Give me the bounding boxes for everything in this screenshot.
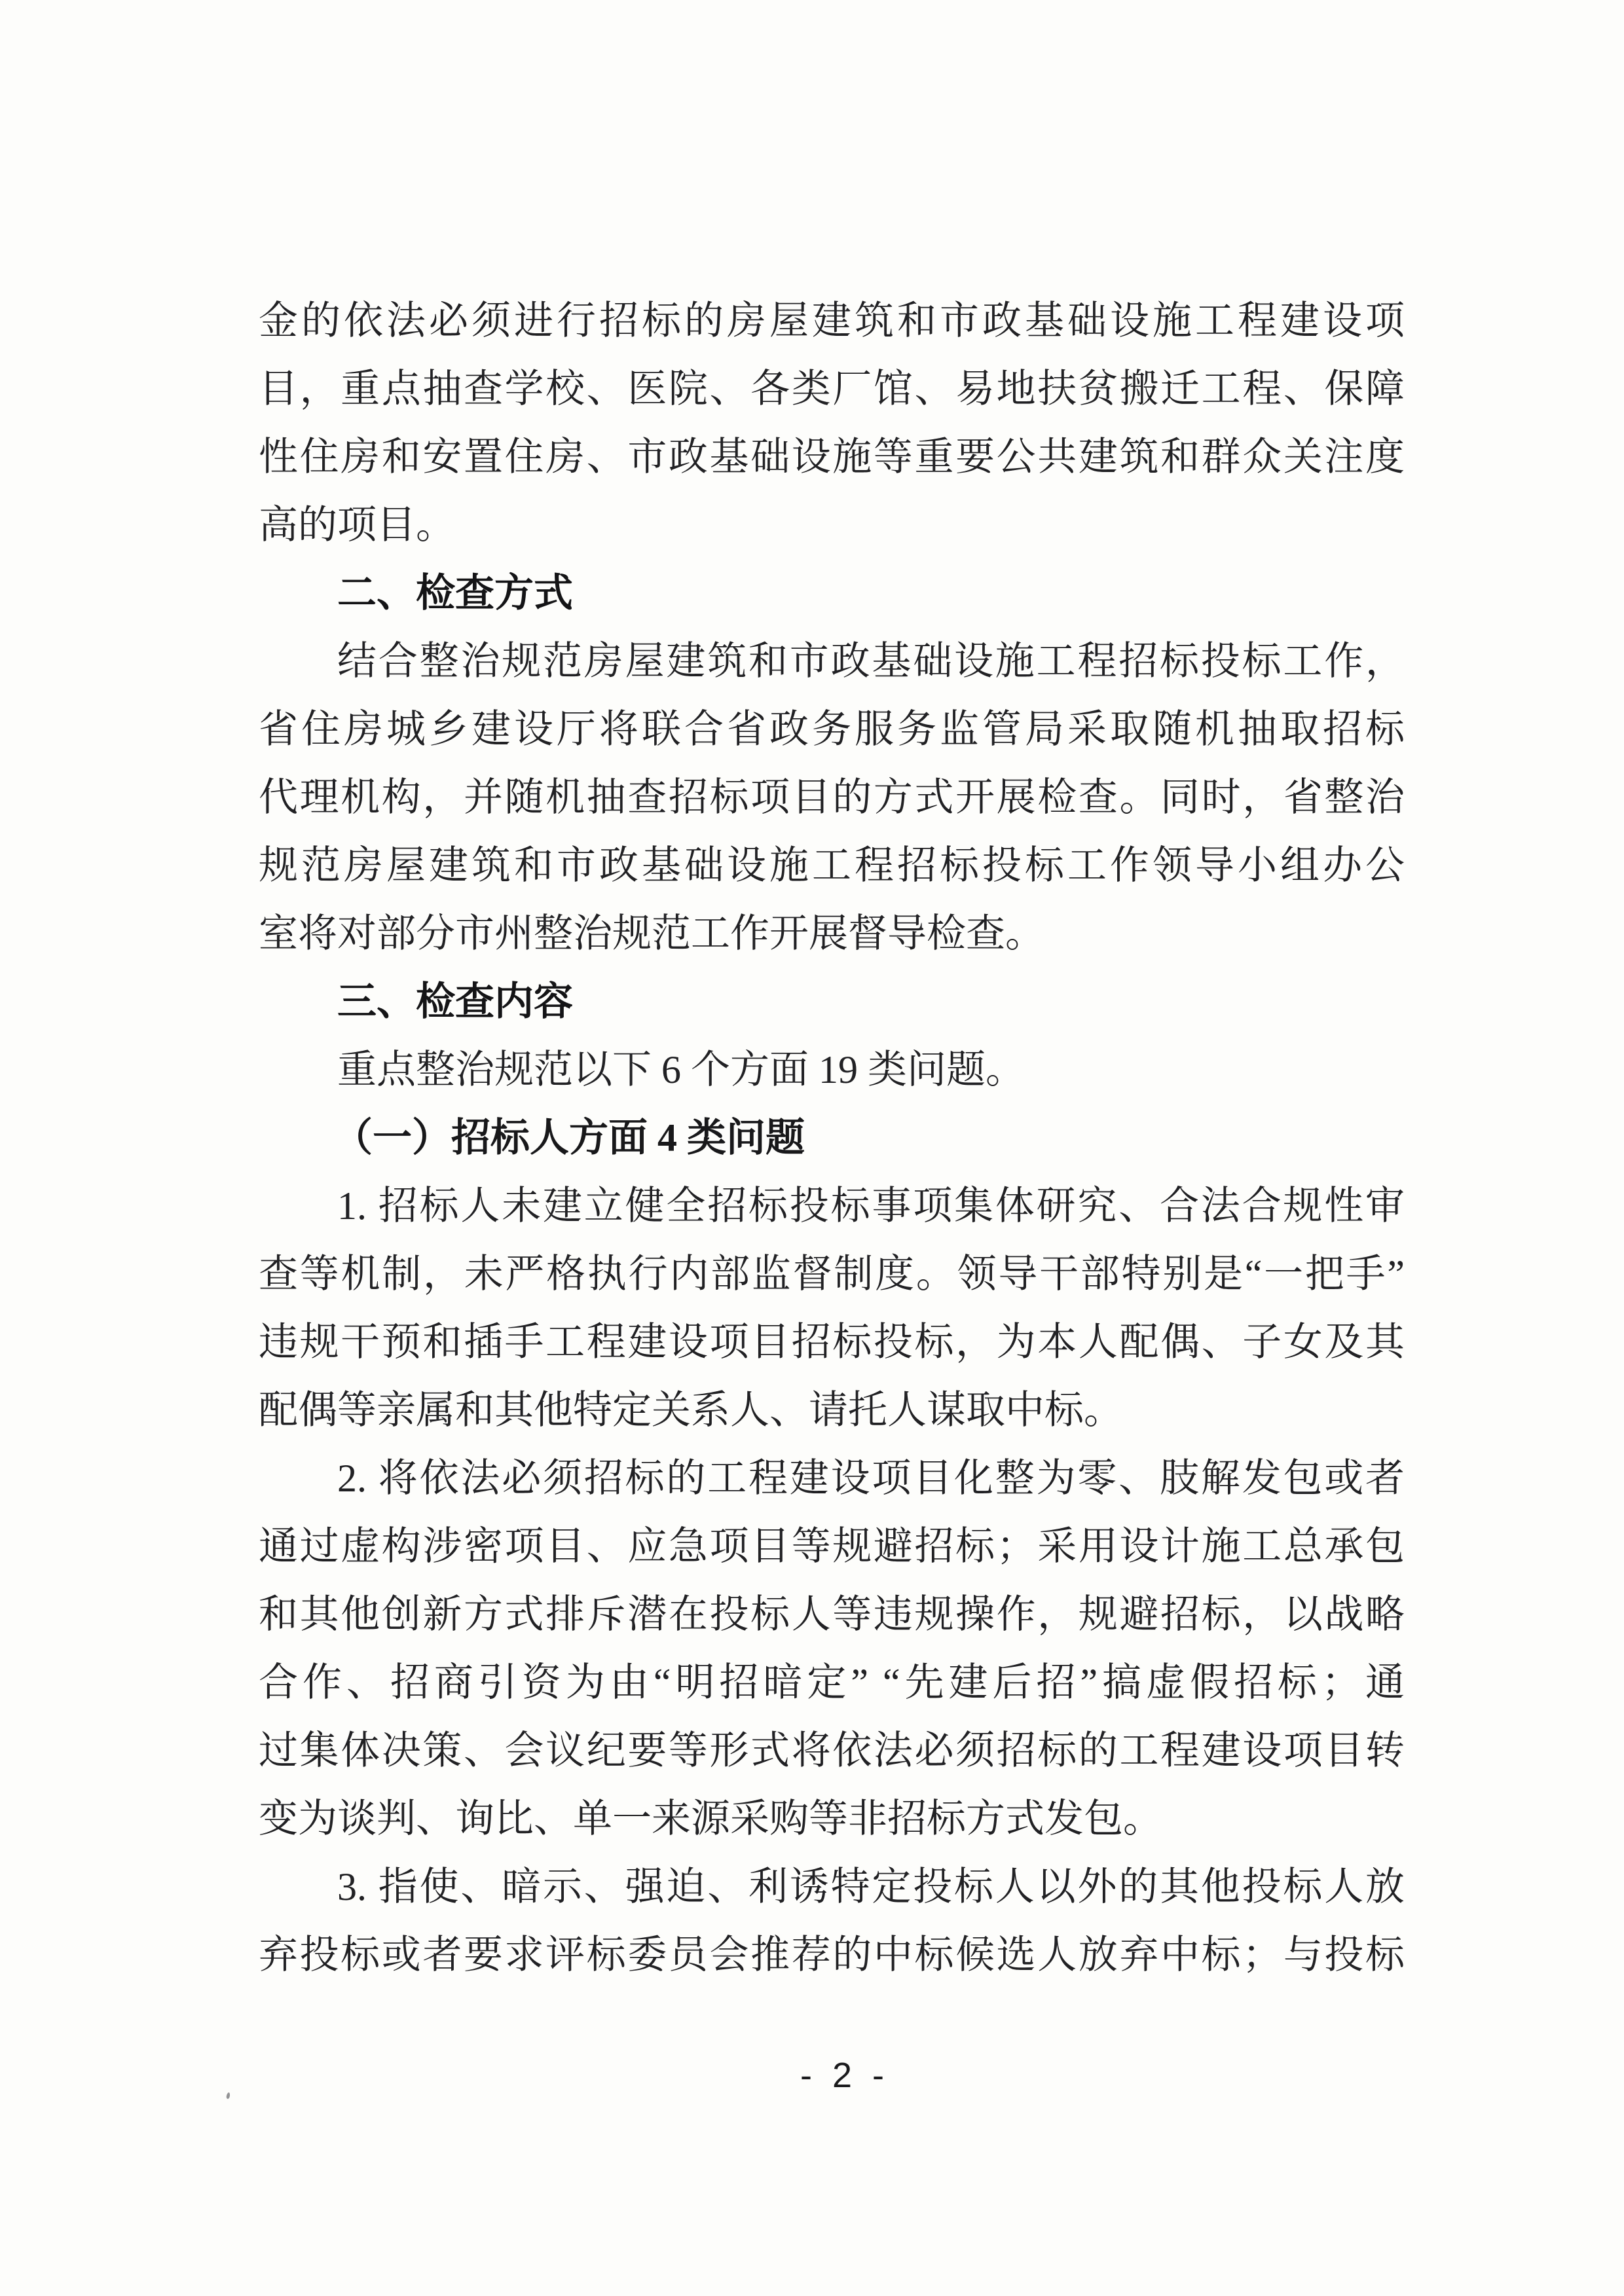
scan-speck xyxy=(226,2092,231,2100)
text-line: 目，重点抽查学校、医院、各类厂馆、易地扶贫搬迁工程、保障 xyxy=(259,367,1405,410)
text-line: 重点整治规范以下 6 个方面 19 类问题。 xyxy=(337,1048,1025,1091)
text-line: 代理机构，并随机抽查招标项目的方式开展检查。同时，省整治 xyxy=(259,776,1405,819)
text-line: 1. 招标人未建立健全招标投标事项集体研究、合法合规性审 xyxy=(337,1184,1405,1228)
document-text-block xyxy=(259,287,1405,1989)
text-line: 2. 将依法必须招标的工程建设项目化整为零、肢解发包或者 xyxy=(337,1457,1405,1500)
section-heading-level1: 二、检查方式 xyxy=(337,571,573,615)
section-heading-level1: 三、检查内容 xyxy=(337,979,573,1023)
text-line: 变为谈判、询比、单一来源采购等非招标方式发包。 xyxy=(259,1797,1162,1840)
text-line: 省住房城乡建设厅将联合省政务服务监管局采取随机抽取招标 xyxy=(259,708,1405,751)
text-line: 3. 指使、暗示、强迫、利诱特定投标人以外的其他投标人放 xyxy=(337,1865,1405,1908)
text-line: 性住房和安置住房、市政基础设施等重要公共建筑和群众关注度 xyxy=(259,435,1405,479)
text-line: 通过虚构涉密项目、应急项目等规避招标；采用设计施工总承包 xyxy=(259,1525,1405,1568)
text-line: 合作、招商引资为由“明招暗定” “先建后招”搞虚假招标；通 xyxy=(259,1661,1405,1704)
text-line: 高的项目。 xyxy=(259,503,455,547)
text-line: 结合整治规范房屋建筑和市政基础设施工程招标投标工作， xyxy=(337,640,1405,683)
section-heading-level2: （一）招标人方面 4 类问题 xyxy=(333,1116,805,1159)
text-line: 配偶等亲属和其他特定关系人、请托人谋取中标。 xyxy=(259,1389,1123,1432)
text-line: 金的依法必须进行招标的房屋建筑和市政基础设施工程建设项 xyxy=(259,299,1405,342)
text-line: 过集体决策、会议纪要等形式将依法必须招标的工程建设项目转 xyxy=(259,1729,1405,1772)
text-line: 违规干预和插手工程建设项目招标投标，为本人配偶、子女及其 xyxy=(259,1321,1405,1364)
text-line: 室将对部分市州整治规范工作开展督导检查。 xyxy=(259,912,1044,955)
text-line: 弃投标或者要求评标委员会推荐的中标候选人放弃中标；与投标 xyxy=(259,1933,1405,1977)
text-line: 规范房屋建筑和市政基础设施工程招标投标工作领导小组办公 xyxy=(259,844,1405,887)
text-line: 查等机制，未严格执行内部监督制度。领导干部特别是“一把手” xyxy=(259,1252,1405,1296)
page-number: - 2 - xyxy=(800,2056,889,2095)
text-line: 和其他创新方式排斥潜在投标人等违规操作，规避招标，以战略 xyxy=(259,1593,1405,1636)
